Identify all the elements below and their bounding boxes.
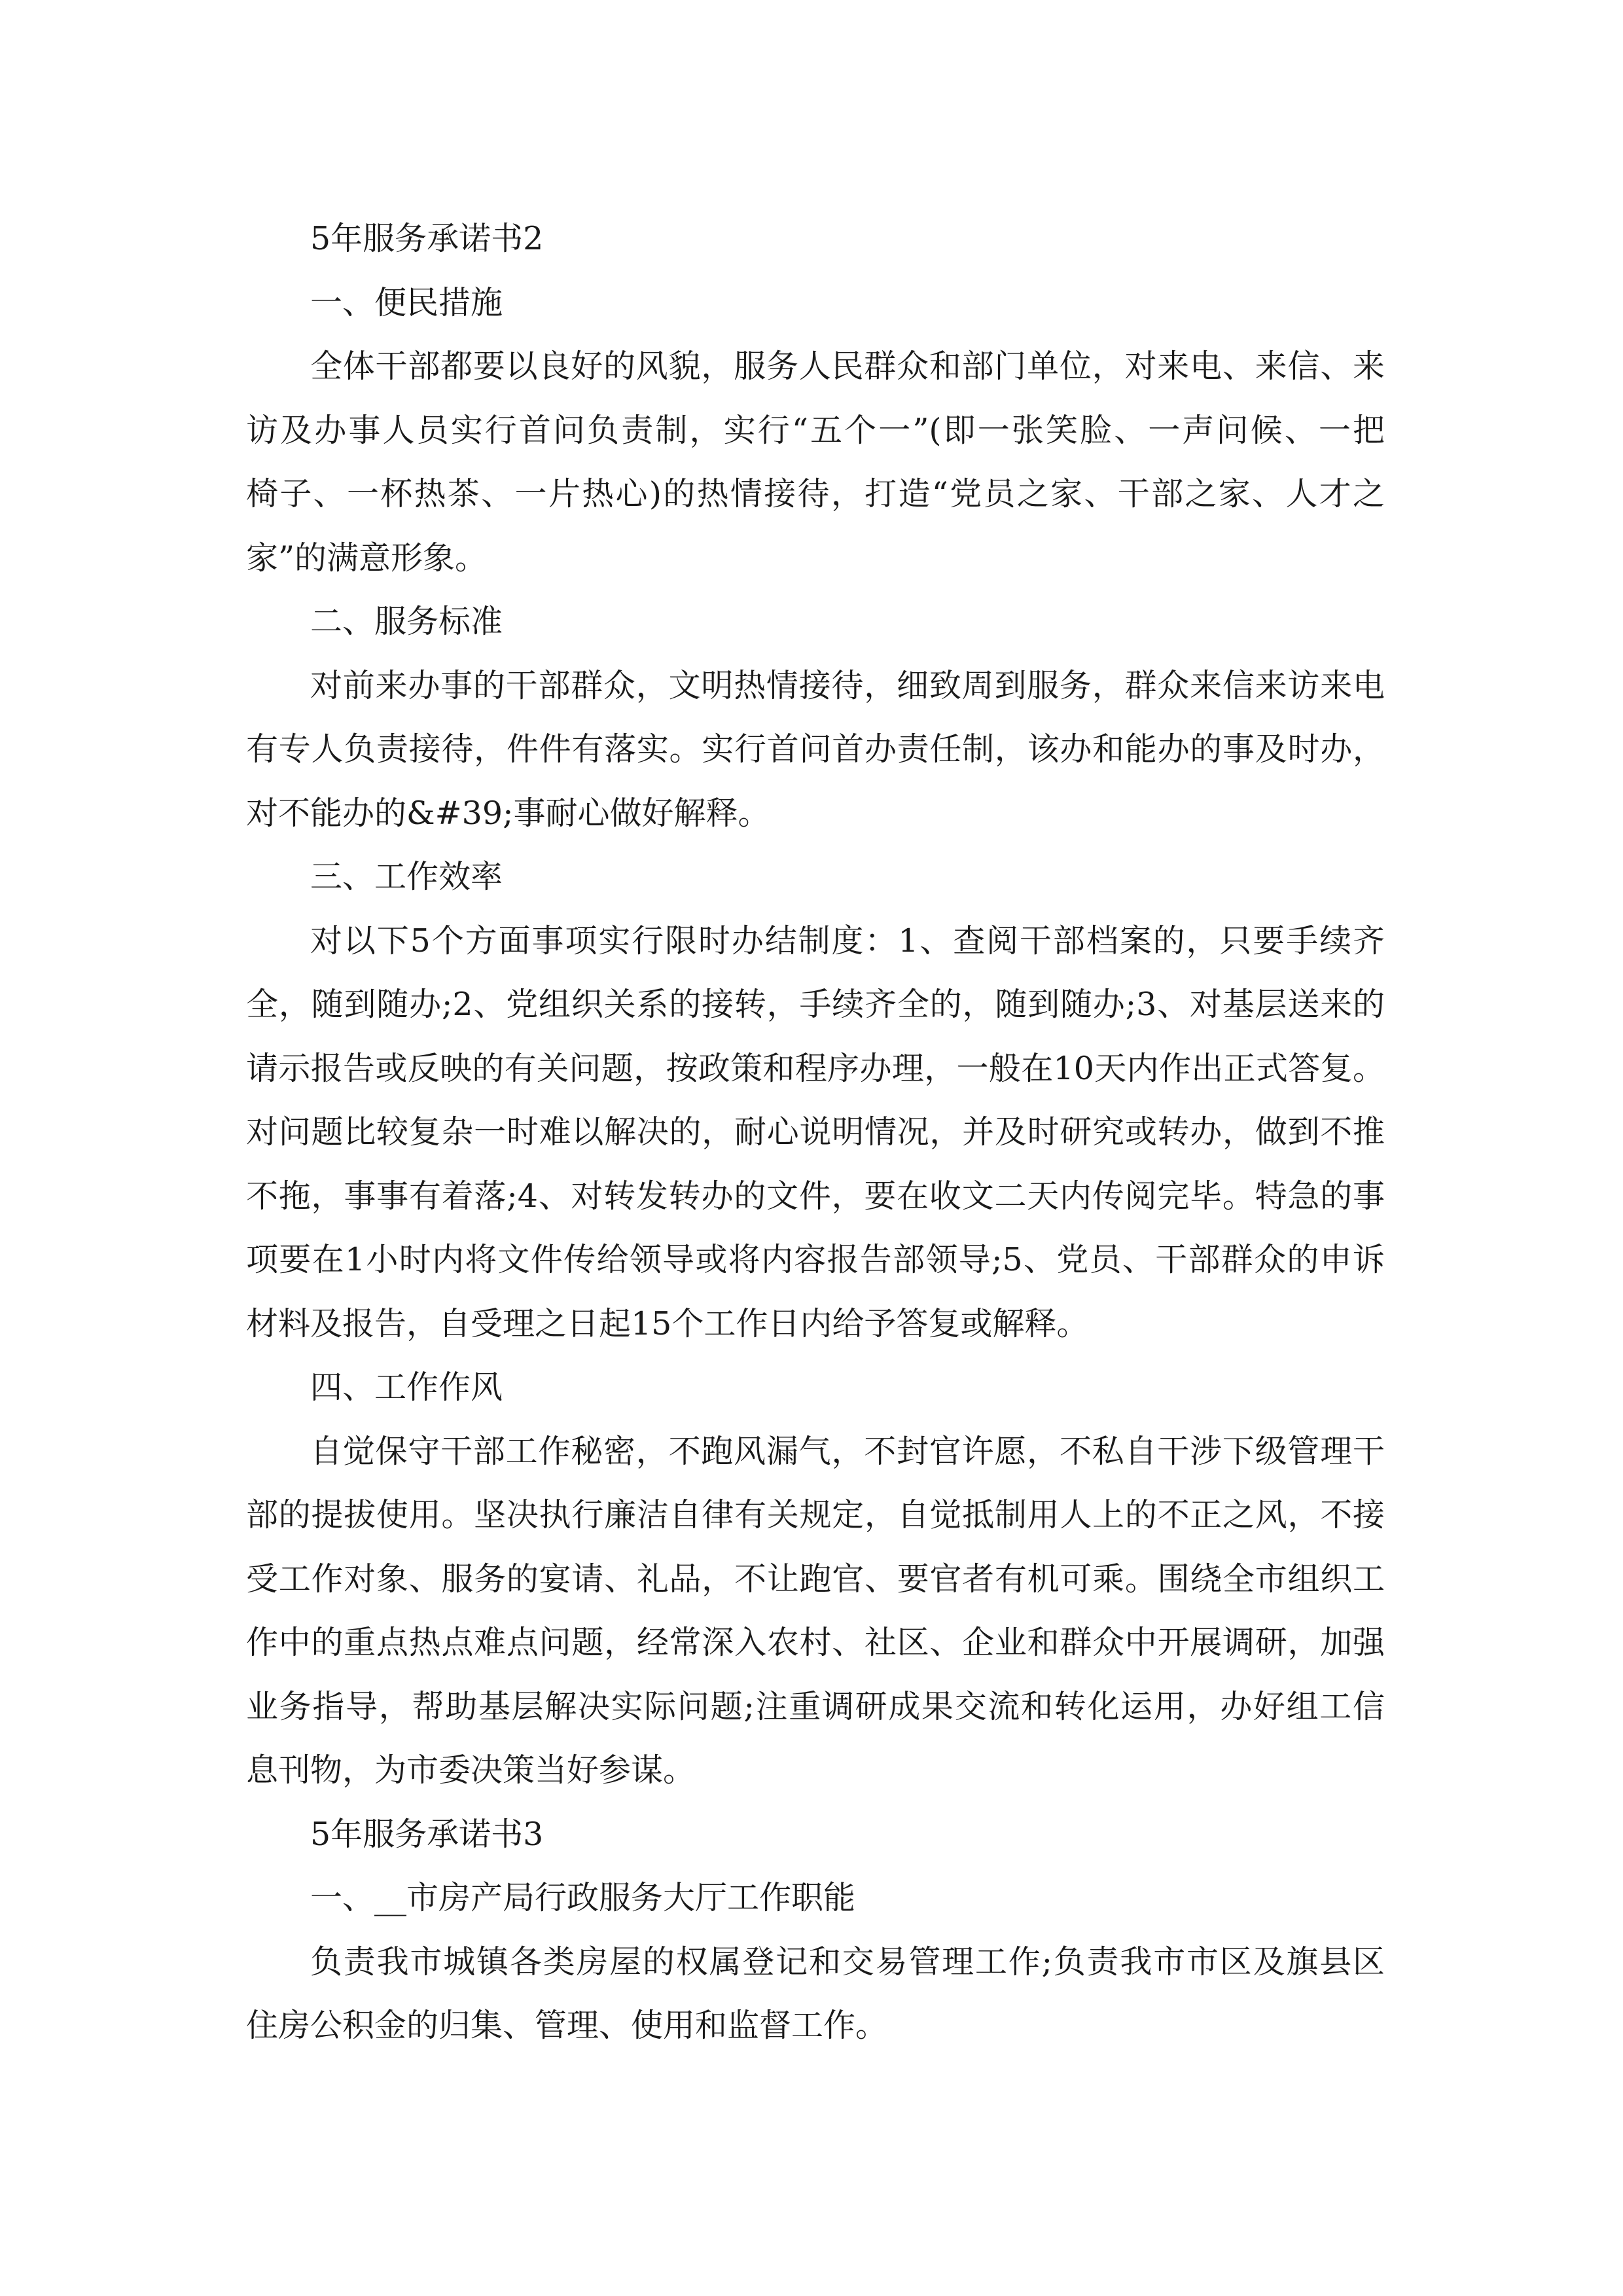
- paragraph-convenience: [246, 334, 1385, 590]
- paragraph-line: 对问题比较复杂一时难以解决的，耐心说明情况，并及时研究或转办，做到不推: [246, 1113, 1385, 1151]
- paragraph-line: 项要在1小时内将文件传给领导或将内容报告部领导;5、党员、干部群众的申诉: [246, 1241, 1385, 1278]
- paragraph-line: 对以下5个方面事项实行限时办结制度：1、查阅干部档案的，只要手续齐: [310, 922, 1385, 960]
- paragraph-line: 有专人负责接待，件件有落实。实行首问首办责任制，该办和能办的事及时办，: [246, 730, 1385, 768]
- paragraph-line: 对不能办的&#39;事耐心做好解释。: [246, 794, 770, 832]
- paragraph-line: 对前来办事的干部群众，文明热情接待，细致周到服务，群众来信来访来电: [310, 666, 1385, 704]
- paragraph-efficiency: [246, 909, 1385, 1356]
- document-title-2: 5年服务承诺书2: [310, 220, 544, 257]
- paragraph-line: 家”的满意形象。: [246, 539, 488, 577]
- section-heading-convenience: 一、便民措施: [310, 283, 503, 321]
- paragraph-line: 材料及报告，自受理之日起15个工作日内给予答复或解释。: [246, 1304, 1089, 1342]
- section-heading-standards: 二、服务标准: [310, 603, 503, 640]
- paragraph-line: 全，随到随办;2、党组织关系的接转，手续齐全的，随到随办;3、对基层送来的: [246, 986, 1385, 1023]
- paragraph-line: 住房公积金的归集、管理、使用和监督工作。: [246, 2007, 888, 2044]
- paragraph-line: 自觉保守干部工作秘密，不跑风漏气，不封官许愿，不私自干涉下级管理干: [310, 1432, 1385, 1470]
- document-title-3: 5年服务承诺书3: [310, 1815, 544, 1853]
- paragraph-line: 作中的重点热点难点问题，经常深入农村、社区、企业和群众中开展调研，加强: [246, 1624, 1385, 1661]
- paragraph-line: 全体干部都要以良好的风貌，服务人民群众和部门单位，对来电、来信、来: [310, 348, 1385, 385]
- paragraph-service-hall: [246, 1930, 1385, 2058]
- paragraph-line: 请示报告或反映的有关问题，按政策和程序办理，一般在10天内作出正式答复。: [246, 1049, 1385, 1087]
- document-page: [246, 207, 1385, 2058]
- paragraph-standards: [246, 654, 1385, 846]
- paragraph-line: 部的提拔使用。坚决执行廉洁自律有关规定，自觉抵制用人上的不正之风，不接: [246, 1496, 1385, 1534]
- section-heading-efficiency: 三、工作效率: [310, 858, 503, 895]
- section-heading-work-style: 四、工作作风: [310, 1369, 503, 1406]
- paragraph-line: 负责我市城镇各类房屋的权属登记和交易管理工作;负责我市市区及旗县区: [310, 1943, 1385, 1981]
- paragraph-line: 息刊物，为市委决策当好参谋。: [246, 1751, 696, 1789]
- paragraph-line: 访及办事人员实行首问负责制，实行“五个一”(即一张笑脸、一声问候、一把: [246, 411, 1385, 449]
- paragraph-line: 椅子、一杯热茶、一片热心)的热情接待，打造“党员之家、干部之家、人才之: [246, 475, 1385, 512]
- section-heading-service-hall: 一、__市房产局行政服务大厅工作职能: [310, 1879, 856, 1916]
- paragraph-line: 不拖，事事有着落;4、对转发转办的文件，要在收文二天内传阅完毕。特急的事: [246, 1177, 1385, 1215]
- paragraph-line: 受工作对象、服务的宴请、礼品，不让跑官、要官者有机可乘。围绕全市组织工: [246, 1560, 1385, 1598]
- paragraph-work-style: [246, 1420, 1385, 1803]
- paragraph-line: 业务指导，帮助基层解决实际问题;注重调研成果交流和转化运用，办好组工信: [246, 1687, 1385, 1725]
